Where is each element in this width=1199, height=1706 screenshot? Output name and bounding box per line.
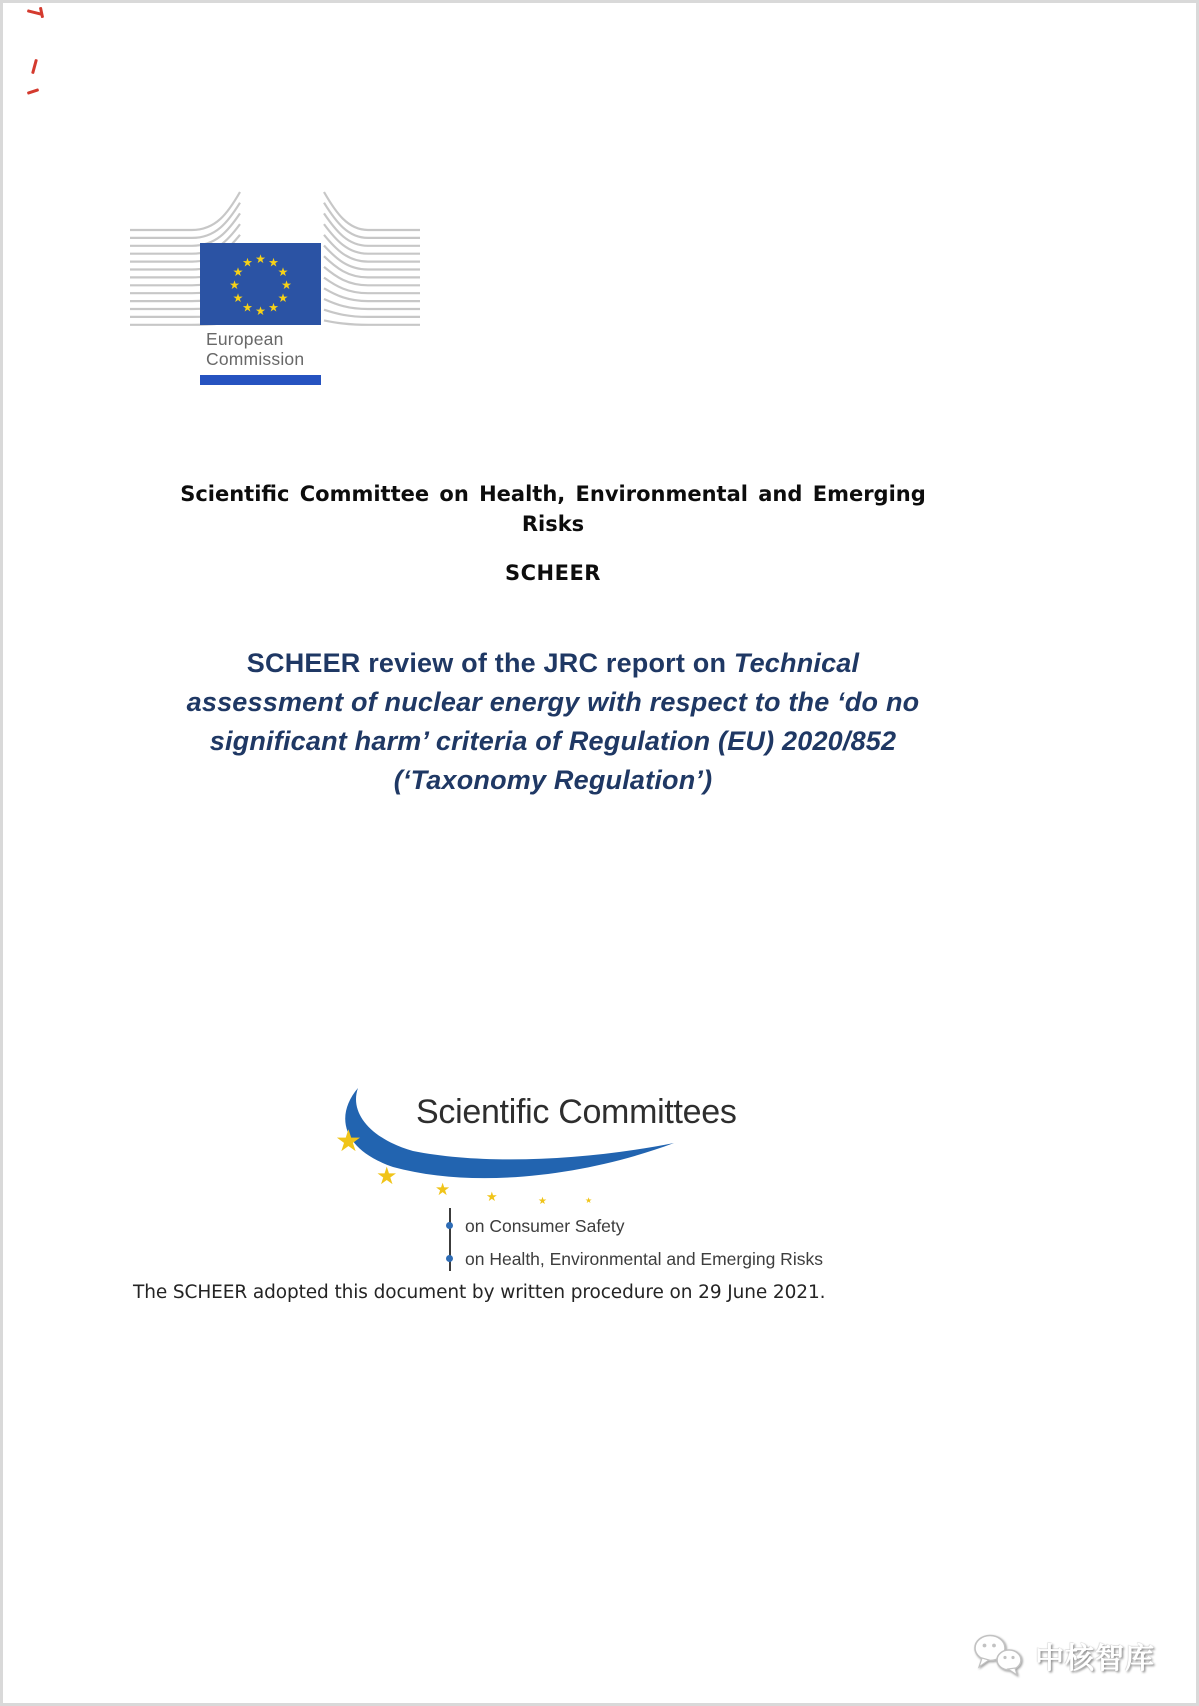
star-icon: ★	[335, 1124, 362, 1159]
svg-text:★: ★	[277, 291, 289, 306]
committee-heading-line1: Scientific Committee on Health, Environmental and Emerging	[180, 482, 926, 506]
document-title-line4: (‘Taxonomy Regulation’)	[393, 765, 713, 795]
committee-list-item: on Consumer Safety	[465, 1216, 625, 1236]
watermark	[971, 1633, 1155, 1679]
sc-logo-title: Scientific Committees	[416, 1093, 737, 1131]
document-title-line2: assessment of nuclear energy with respect to the ‘do no	[186, 687, 920, 717]
committee-heading	[133, 479, 973, 539]
svg-text:★: ★	[229, 278, 240, 293]
ec-logo-text-line2: Commission	[206, 349, 305, 369]
title-italic-part: Technical	[733, 648, 860, 678]
scientific-committees-logo	[323, 1083, 823, 1283]
svg-text:★: ★	[255, 304, 266, 319]
ec-logo-wordmark	[206, 329, 304, 369]
svg-text:★: ★	[255, 252, 266, 267]
wechat-icon	[971, 1633, 1027, 1679]
svg-text:★: ★	[281, 278, 292, 293]
svg-text:★: ★	[232, 265, 244, 280]
stray-annotation-mark	[27, 88, 39, 95]
svg-text:★: ★	[242, 300, 253, 315]
ec-logo-text-line1: European	[206, 329, 284, 349]
star-icon: ★	[435, 1180, 451, 1200]
svg-text:★: ★	[277, 265, 289, 280]
watermark-label: 中核智库	[1035, 1642, 1156, 1675]
bullet-dot-icon	[446, 1222, 453, 1229]
svg-text:★: ★	[232, 291, 244, 306]
adoption-note: The SCHEER adopted this document by written procedure on 29 June 2021.	[133, 1282, 826, 1303]
svg-text:★: ★	[242, 255, 253, 270]
title-plain-part: SCHEER review of the JRC report on	[246, 648, 734, 678]
stray-annotation-mark	[31, 59, 38, 74]
stray-annotation-mark	[39, 7, 44, 18]
document-title-line3: significant harm’ criteria of Regulation (EU) 2020/852	[209, 726, 897, 756]
star-icon: ★	[538, 1196, 547, 1207]
star-icon: ★	[585, 1196, 593, 1205]
star-icon: ★	[486, 1190, 498, 1205]
document-title-line1	[103, 644, 1003, 683]
ec-logo-graphic	[128, 168, 428, 333]
star-icon: ★	[376, 1162, 398, 1190]
committee-list-item: on Health, Environmental and Emerging Risks	[465, 1249, 823, 1269]
ec-logo-blue-bar	[200, 375, 321, 385]
svg-text:★: ★	[268, 300, 279, 315]
bullet-dot-icon	[446, 1255, 453, 1262]
european-commission-logo	[128, 168, 428, 408]
document-title	[103, 644, 1003, 800]
committee-acronym: SCHEER	[505, 561, 601, 585]
committee-heading-line2: Risks	[521, 512, 585, 536]
svg-text:★: ★	[268, 255, 279, 270]
